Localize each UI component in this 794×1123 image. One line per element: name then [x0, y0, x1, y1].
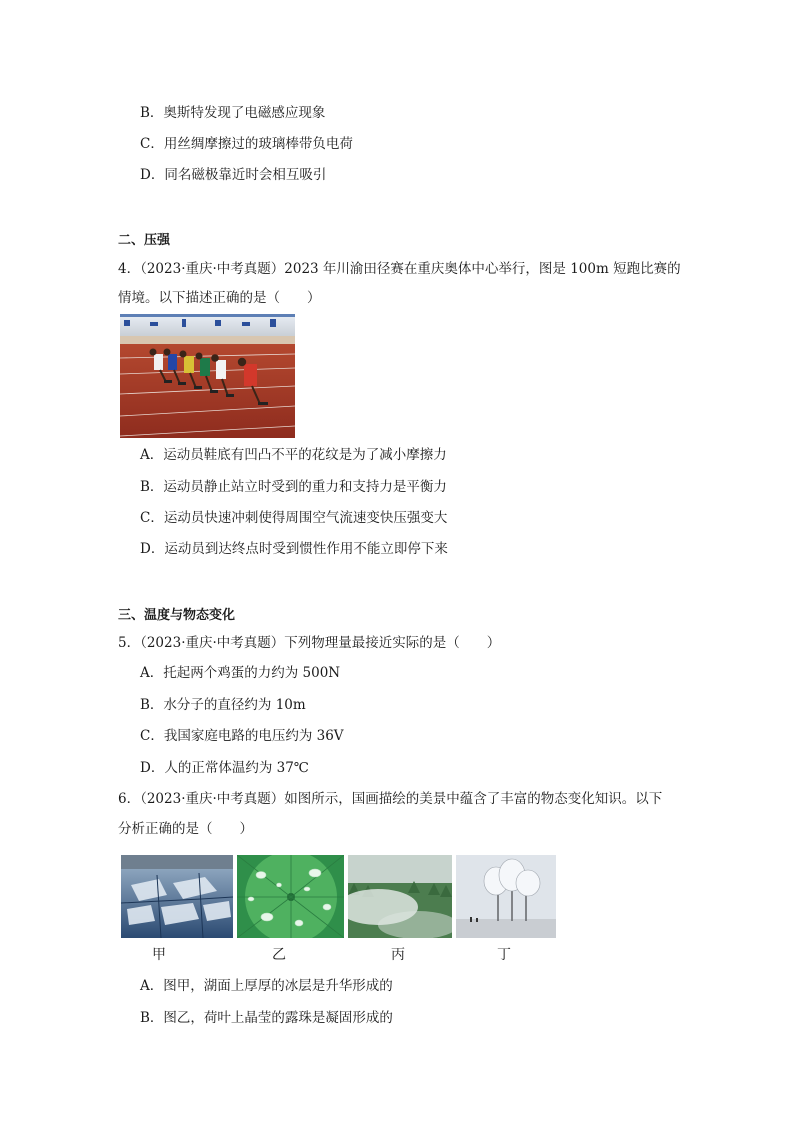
q5-option-c: C．我国家庭电路的电压约为 36V	[140, 728, 344, 744]
section-heading-pressure: 二、压强	[118, 233, 171, 248]
caption-ding: 丁	[497, 947, 511, 963]
section-heading-temperature: 三、温度与物态变化	[118, 608, 236, 623]
q4-option-a: A．运动员鞋底有凹凸不平的花纹是为了减小摩擦力	[140, 447, 447, 463]
q4-stem-line1: 4．（2023·重庆·中考真题）2023 年川渝田径赛在重庆奥体中心举行，图是 100m 短跑比赛的	[118, 261, 681, 277]
q6-option-b: B．图乙，荷叶上晶莹的露珠是凝固形成的	[140, 1010, 393, 1026]
caption-yi: 乙	[272, 947, 286, 963]
q4-option-b: B．运动员静止站立时受到的重力和支持力是平衡力	[140, 479, 447, 495]
q4-option-c: C．运动员快速冲刺使得周围空气流速变快压强变大	[140, 510, 448, 526]
foggy-forest-photo	[348, 855, 452, 938]
caption-jia: 甲	[152, 947, 166, 963]
q5-stem: 5．（2023·重庆·中考真题）下列物理量最接近实际的是（ ）	[118, 635, 501, 651]
q5-option-a: A．托起两个鸡蛋的力约为 500N	[140, 665, 341, 681]
q3-option-d: D．同名磁极靠近时会相互吸引	[140, 167, 327, 183]
caption-bing: 丙	[391, 947, 405, 963]
q4-option-d: D．运动员到达终点时受到惯性作用不能立即停下来	[140, 541, 448, 557]
q4-stem-line2: 情境。以下描述正确的是（ ）	[118, 290, 321, 306]
q5-option-b: B．水分子的直径约为 10m	[140, 697, 306, 713]
q3-option-c: C．用丝绸摩擦过的玻璃棒带负电荷	[140, 136, 353, 152]
frosted-trees-photo	[456, 855, 556, 938]
sprint-race-photo	[120, 314, 295, 438]
lotus-leaf-dew-photo	[237, 855, 344, 938]
q6-stem-line1: 6．（2023·重庆·中考真题）如图所示，国画描绘的美景中蕴含了丰富的物态变化知识。以下	[118, 791, 663, 807]
q5-option-d: D．人的正常体温约为 37℃	[140, 760, 309, 776]
frozen-lake-photo	[121, 855, 233, 938]
q6-option-a: A．图甲，湖面上厚厚的冰层是升华形成的	[140, 978, 393, 994]
q3-option-b: B．奥斯特发现了电磁感应现象	[140, 105, 326, 121]
q6-stem-line2: 分析正确的是（ ）	[118, 821, 253, 837]
